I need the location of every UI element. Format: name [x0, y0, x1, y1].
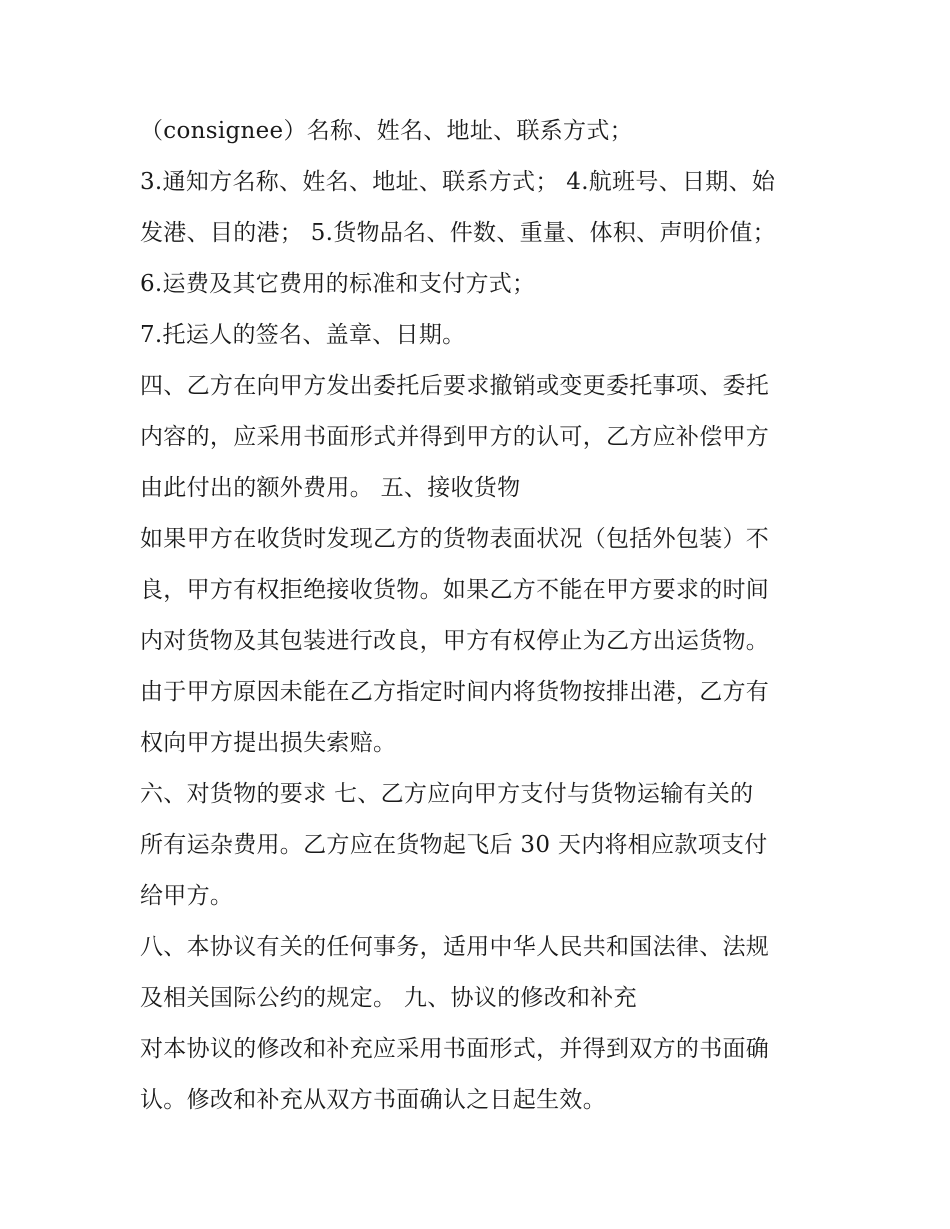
- text-line: 良，甲方有权拒绝接收货物。如果乙方不能在甲方要求的时间: [140, 577, 770, 603]
- text-line: 7.托运人的签名、盖章、日期。: [140, 322, 466, 348]
- text-line: 权向甲方提出损失索赔。: [140, 730, 397, 756]
- document-body: [140, 106, 820, 1126]
- text-line: 由此付出的额外费用。 五、接收货物: [140, 475, 521, 501]
- text-line: 发港、目的港； 5.货物品名、件数、重量、体积、声明价值；: [140, 220, 776, 246]
- text-line: 六、对货物的要求 七、乙方应向甲方支付与货物运输有关的: [140, 781, 754, 807]
- text-line: 内对货物及其包装进行改良，甲方有权停止为乙方出运货物。: [140, 628, 770, 654]
- text-line: （consignee）名称、姓名、地址、联系方式；: [140, 118, 633, 144]
- text-line: 6.运费及其它费用的标准和支付方式；: [140, 271, 536, 297]
- text-line: 由于甲方原因未能在乙方指定时间内将货物按排出港，乙方有: [140, 679, 770, 705]
- text-line: 给甲方。: [140, 883, 234, 909]
- text-line: 如果甲方在收货时发现乙方的货物表面状况（包括外包装）不: [140, 526, 770, 552]
- text-line: 四、乙方在向甲方发出委托后要求撤销或变更委托事项、委托: [140, 373, 770, 399]
- text-line: 及相关国际公约的规定。 九、协议的修改和补充: [140, 985, 637, 1011]
- text-line: 内容的，应采用书面形式并得到甲方的认可，乙方应补偿甲方: [140, 424, 770, 450]
- text-line: 对本协议的修改和补充应采用书面形式，并得到双方的书面确: [140, 1036, 770, 1062]
- text-line: 八、本协议有关的任何事务，适用中华人民共和国法律、法规: [140, 934, 770, 960]
- text-line: 所有运杂费用。乙方应在货物起飞后 30 天内将相应款项支付: [140, 832, 768, 858]
- text-line: 3.通知方名称、姓名、地址、联系方式； 4.航班号、日期、始: [140, 169, 776, 195]
- text-line: 认。修改和补充从双方书面确认之日起生效。: [140, 1087, 606, 1113]
